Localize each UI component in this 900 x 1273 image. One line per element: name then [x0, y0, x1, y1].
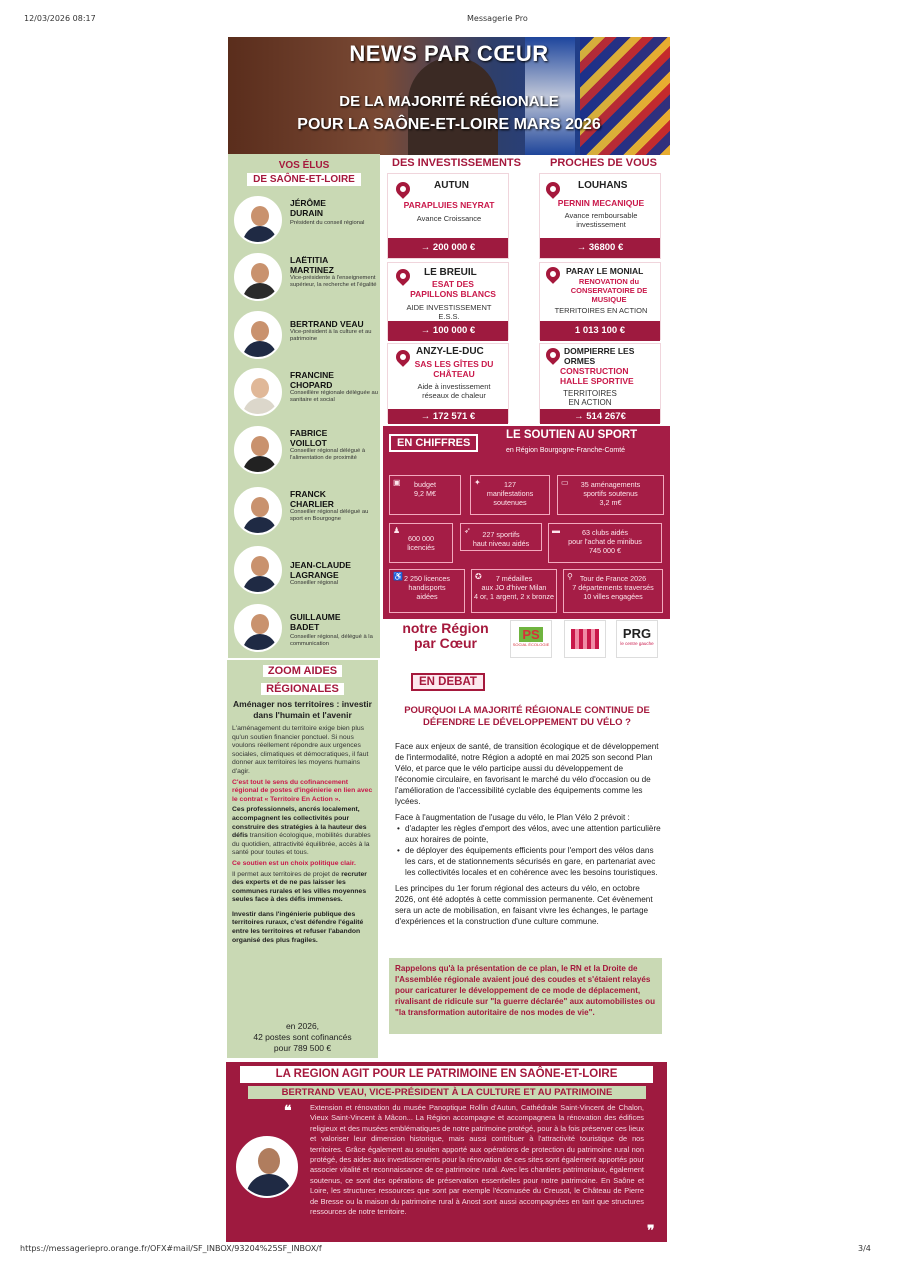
- sport-subtitle: en Région Bourgogne-Franche-Comté: [506, 447, 626, 454]
- close-quote-icon: ❞: [647, 1222, 655, 1238]
- newsletter-subtitle-1: DE LA MAJORITÉ RÉGIONALE: [339, 93, 559, 110]
- investment-city: LOUHANS: [578, 180, 628, 191]
- zoom-title-line1: ZOOM AIDES: [263, 665, 342, 677]
- zoom-conclusion: Investir dans l'ingénierie publique des territoires ruraux, c'est défendre l'égalité entre les territoires et refuser l'abandon organisé des plus fragiles.: [232, 910, 364, 944]
- print-page-number: 3/4: [858, 1244, 871, 1253]
- stat-budget: [389, 475, 461, 515]
- investment-card: [539, 262, 661, 340]
- elu-role: Conseillère régionale déléguée au sanitaire et social: [290, 390, 378, 403]
- investment-card: [387, 262, 509, 340]
- avatar: [234, 487, 282, 535]
- wheelchair-icon: ♿: [393, 572, 403, 581]
- investment-project: CONSTRUCTION HALLE SPORTIVE: [560, 366, 634, 386]
- minibus-icon: ▬: [552, 526, 560, 535]
- investment-amount: 1 013 100 €: [540, 321, 660, 341]
- stat-text: Tour de France 2026 7 départements traversés 10 villes engagées: [572, 574, 654, 601]
- elu-name: FRANCINE CHOPARD: [290, 370, 334, 390]
- wallet-icon: ▣: [393, 478, 401, 487]
- zoom-paragraph-bold: Ces professionnels, ancrés localement, accompagnent les collectivités pour construire des stratégies à la hauteur des défis: [232, 806, 367, 840]
- investment-project: PARAPLUIES NEYRAT: [403, 200, 495, 210]
- investment-amount: → 36800 €: [540, 238, 660, 258]
- stat-text: 35 aménagements sportifs soutenus 3,2 m€: [580, 480, 641, 507]
- rappel-callout: Rappelons qu'à la présentation de ce plan, le RN et la Droite de l'Assemblée régionale avaient joué des coudes et s'étaient relayés pour caricaturer le développement de ce mode de déplacement, rivalisant de ridicule sur "la guerre déclarée" aux automobilistes ou "la transformation autoritaire de nos modes de vie".: [389, 958, 662, 1034]
- investment-card: [539, 343, 661, 423]
- investment-type: TERRITOIRES EN ACTION: [554, 306, 648, 315]
- elu-role: Vice-présidente à l'enseignement supérieur, la recherche et l'égalité: [290, 275, 377, 288]
- patrimoine-panel: [226, 1062, 667, 1242]
- stat-licencies: [389, 523, 453, 563]
- elus-panel: [228, 154, 380, 658]
- investment-project: SAS LES GÎTES DU CHÂTEAU: [414, 359, 494, 379]
- elu-name: JÉRÔME DURAIN: [290, 198, 326, 218]
- debat-paragraph: Face aux enjeux de santé, de transition écologique et de développement de l'intermodalité, notre Région a adopté en mai 2025 son second Plan Vélo, et parce que le vélo participe aussi du développement de l'économie circulaire, en favorisant le marché du vélo d'occasion ou de l'amélioration de l'accessibilité cyclable des équipements comme les lycées.: [395, 742, 659, 806]
- elu-name: JEAN-CLAUDE LAGRANGE: [290, 560, 351, 580]
- avatar: [234, 426, 282, 474]
- elu-role: Vice-président à la culture et au patrimoine: [290, 329, 372, 342]
- proximity-heading: PROCHES DE VOUS: [550, 157, 657, 169]
- map-pin-icon: [543, 179, 563, 199]
- sport-title: LE SOUTIEN AU SPORT: [506, 429, 638, 441]
- stat-text: 127 manifestations soutenues: [486, 480, 534, 507]
- prg-logo-text: PRG: [622, 626, 652, 641]
- debat-question: POURQUOI LA MAJORITÉ RÉGIONALE CONTINUE DE DÉFENDRE LE DÉVELOPPEMENT DU VÉLO ?: [404, 705, 650, 728]
- print-url: https://messageriepro.orange.fr/OFX#mail/SF_INBOX/93204%25SF_INBOX/f: [20, 1244, 322, 1253]
- avatar: [234, 311, 282, 359]
- bicycle-icon: ⚲: [567, 572, 573, 581]
- debat-list: [395, 823, 661, 878]
- zoom-highlight: Ce soutien est un choix politique clair.: [232, 859, 356, 867]
- print-datetime: 12/03/2026 08:17: [24, 14, 96, 23]
- investment-amount: → 100 000 €: [388, 321, 508, 341]
- patrimoine-subtitle: BERTRAND VEAU, VICE-PRÉSIDENT À LA CULTURE ET AU PATRIMOINE: [248, 1086, 646, 1099]
- print-app-name: Messagerie Pro: [467, 14, 528, 23]
- sport-panel: [383, 426, 670, 619]
- list-item: • d'adapter les règles d'emport des vélos, avec une attention particulière aux horaires de pointe,: [395, 823, 661, 845]
- investment-card: [387, 343, 509, 423]
- event-icon: ✦: [474, 478, 481, 487]
- stat-manifestations: [470, 475, 550, 515]
- avatar: [234, 196, 282, 244]
- investment-type: Avance remboursable investissement: [564, 211, 638, 229]
- debat-paragraph: Les principes du 1er forum régional des acteurs du vélo, en octobre 2026, ont été adoptés à cette commission permanente. Cet évènement sera un acte de mobilisation, en faisant vivre les échanges, le partage d'expériences et la construction d'une culture commune.: [395, 884, 653, 926]
- investment-type: Avance Croissance: [416, 214, 482, 223]
- investment-amount: → 200 000 €: [388, 238, 508, 258]
- patrimoine-text: Extension et rénovation du musée Panoptique Rollin d'Autun, Cathédrale Saint-Vincent de Chalon, Vieux Saint-Vincent à Mâcon... La Région accompagne et accompagnera la rénovation des édifices religieux et des musées emblématiques de notre patrimoine protégé, pour à la fois préserver ces lieux et valoriser leur dimension historique, mais aussi contribuer à l'attractivité touristique de nos territoires. Grâce également au soutien apporté aux opérations de protection du patrimoine rural non protégé, des aides aux investissements pour la rénovation de ces sites sont également apportés pour associer vitalité et reconnaissance de ce patrimoine rural. Avec les chantiers patrimoniaux, également soutenus, ce sont des opérations de préservation essentielles pour notre patrimoine. En Saône et Loire, les structures ressources que sont par exemple l'écomusée du Creusot, le Château de Pierre de Bresse ou la maison du patrimoine rural à Anost sont aussi accompagnées en tant que structures ressources de notre territoire.: [310, 1103, 644, 1217]
- zoom-title: [227, 661, 378, 697]
- elu-name: GUILLAUME BADET: [290, 612, 341, 632]
- stat-amenagements: [557, 475, 664, 515]
- map-pin-icon: [543, 345, 563, 365]
- medal-icon: ✪: [475, 572, 482, 581]
- elu-role: Conseiller régional délégué à l'alimentation de proximité: [290, 448, 366, 461]
- elu-role: Conseiller régional délégué au sport en Bourgogne: [290, 509, 369, 522]
- elu-role: Conseiller régional, délégué à la communication: [290, 634, 373, 647]
- elu-name: FABRICE VOILLOT: [290, 428, 328, 448]
- elu-role: Président du conseil régional: [290, 220, 365, 226]
- stat-medailles: [471, 569, 557, 613]
- investment-amount: → 172 571 €: [388, 409, 508, 424]
- en-debat-tag: EN DEBAT: [411, 673, 485, 691]
- newsletter-title: NEWS PAR CŒUR: [349, 41, 549, 66]
- debat-paragraph: Face à l'augmentation de l'usage du vélo, le Plan Vélo 2 prévoit :: [395, 813, 630, 822]
- ps-logo-text: PS: [519, 627, 542, 642]
- investment-type: TERRITOIRES EN ACTION: [563, 389, 617, 407]
- stat-tour-de-france: [563, 569, 663, 613]
- header-banner: [228, 37, 670, 155]
- investment-city: PARAY LE MONIAL: [566, 266, 644, 276]
- zoom-footer-figure: en 2026, 42 postes sont cofinancés pour 789 500 €: [253, 1021, 352, 1053]
- investment-city: DOMPIERRE LES ORMES: [564, 346, 635, 366]
- zoom-paragraph-bold: recruter des experts et de ne pas laisser les communes rurales et les villes moyennes seules face à des défis immenses.: [232, 870, 367, 904]
- zoom-highlight: C'est tout le sens du cofinancement régional de postes d'ingénierie en lien avec le contrat « Territoire En Action ».: [232, 778, 373, 803]
- stat-text: 7 médailles aux JO d'hiver Milan 4 or, 1 argent, 2 x bronze: [474, 574, 554, 601]
- zoom-body: [227, 721, 378, 945]
- elus-title-line2: DE SAÔNE-ET-LOIRE: [247, 173, 361, 186]
- map-pin-icon: [543, 264, 563, 284]
- stat-handisport: [389, 569, 465, 613]
- ps-logo-subtext: SOCIAL ÉCOLOGIE: [512, 642, 550, 647]
- elus-title-line1: VOS ÉLUS: [278, 160, 330, 171]
- stadium-icon: ▭: [561, 478, 569, 487]
- investment-city: LE BREUIL: [424, 267, 477, 278]
- open-quote-icon: ❝: [284, 1102, 292, 1118]
- debat-body: [395, 741, 661, 932]
- elu-name: FRANCK CHARLIER: [290, 489, 334, 509]
- notre-region-par-coeur-logo: notre Région par Cœur: [402, 620, 489, 651]
- map-pin-icon: [393, 179, 413, 199]
- zoom-heading: Aménager nos territoires : investir dans l'humain et l'avenir: [233, 699, 372, 720]
- avatar: [234, 546, 282, 594]
- elus-title: [228, 160, 380, 186]
- stat-text: 63 clubs aidés pour l'achat de minibus 745 000 €: [568, 528, 642, 555]
- investment-project: ESAT DES PAPILLONS BLANCS: [410, 279, 496, 299]
- zoom-paragraph: Il permet aux territoires de projet de: [232, 870, 342, 878]
- stat-clubs: [548, 523, 662, 563]
- zoom-aides-panel: [227, 660, 378, 1058]
- runner-icon: ♟: [393, 526, 401, 535]
- patrimoine-title: LA REGION AGIT POUR LE PATRIMOINE EN SAÔNE-ET-LOIRE: [240, 1066, 653, 1083]
- ps-logo: [510, 620, 552, 658]
- investments-heading: DES INVESTISSEMENTS: [392, 157, 521, 169]
- zoom-paragraph: L'aménagement du territoire exige bien plus qu'un soutien financier ponctuel. Si nous voulons réellement répondre aux urgences sociales, climatiques et démocratiques, il faut donner aux territoires les moyens humains d'agir.: [232, 725, 369, 775]
- investment-type: Aide à investissement réseaux de chaleur: [417, 382, 491, 400]
- athlete-icon: ➶: [464, 526, 471, 535]
- stat-text: 600 000 licenciés: [407, 534, 435, 552]
- prg-logo-subtext: le centre gauche: [620, 641, 654, 646]
- investment-card: [387, 173, 509, 259]
- prg-logo: [616, 620, 658, 658]
- investment-city: ANZY-LE-DUC: [416, 346, 484, 357]
- investment-project: PERNIN MECANIQUE: [557, 198, 645, 208]
- investment-project: RENOVATION du CONSERVATOIRE DE MUSIQUE: [570, 277, 648, 304]
- list-item: • de déployer des équipements efficients pour l'emport des vélos dans les cars, et de stationnements sécurisés en gare, en partenariat avec les collectivités locales et en cohérence avec les besoins touristiques.: [395, 845, 661, 878]
- newsletter-subtitle-2: POUR LA SAÔNE-ET-LOIRE MARS 2026: [297, 116, 601, 133]
- stat-text: 227 sportifs haut niveau aidés: [472, 530, 530, 548]
- avatar: [234, 604, 282, 652]
- avatar: [236, 1136, 298, 1198]
- zoom-title-line2: RÉGIONALES: [261, 683, 344, 695]
- avatar: [234, 253, 282, 301]
- investment-type: AIDE INVESTISSEMENT E.S.S.: [406, 303, 492, 321]
- investment-amount: → 514 267€: [540, 409, 660, 424]
- group-photo-logo: [564, 620, 606, 658]
- elu-name: BERTRAND VEAU: [290, 319, 364, 329]
- zoom-paragraph: transition écologique, mobilités durables du quotidien, attractivité équilibrée, accès à la santé pour toutes et tous.: [232, 832, 371, 857]
- stat-text: budget 9,2 M€: [414, 480, 436, 498]
- investment-city: AUTUN: [434, 180, 469, 191]
- stat-sportifs: [460, 523, 542, 551]
- elu-role: Conseiller régional: [290, 580, 339, 586]
- elu-name: LAËTITIA MARTINEZ: [290, 255, 334, 275]
- stat-text: 2 250 licences handisports aidées: [404, 574, 450, 601]
- en-chiffres-tag: EN CHIFFRES: [389, 434, 478, 452]
- investment-card: [539, 173, 661, 259]
- avatar: [234, 368, 282, 416]
